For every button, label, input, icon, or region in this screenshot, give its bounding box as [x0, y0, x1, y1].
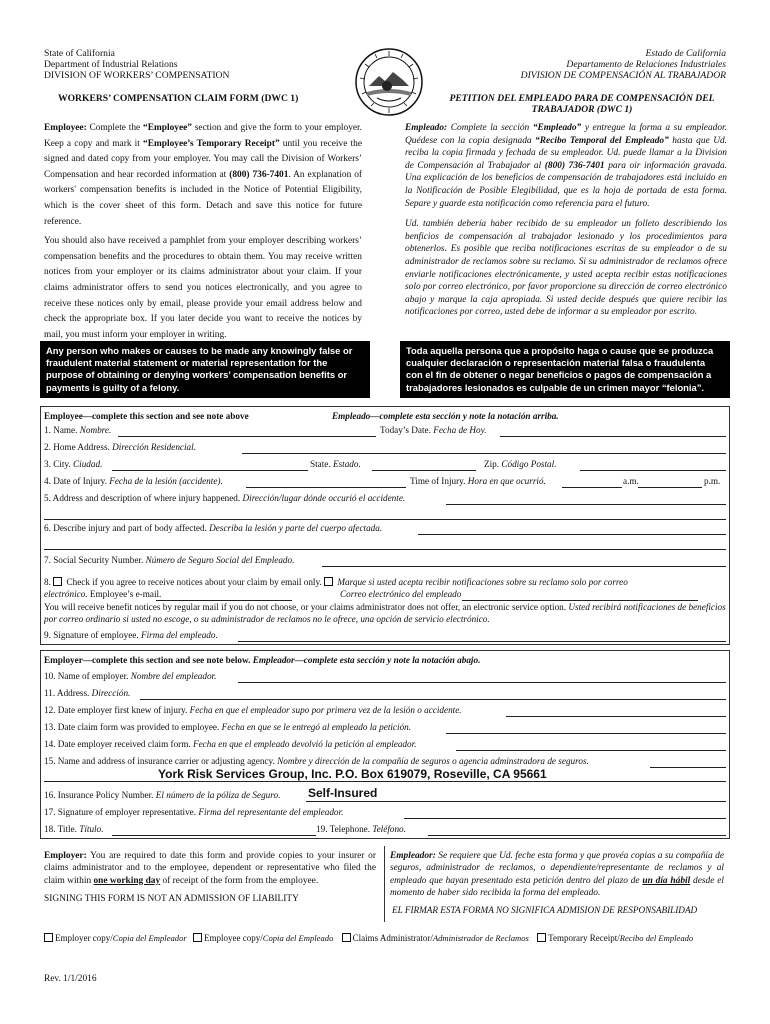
copy-distribution — [44, 933, 693, 943]
policy-number-value[interactable]: Self-Insured — [308, 786, 378, 800]
field-9-labels: 9. Signature of employee. Firma del empleado. — [44, 630, 218, 640]
injury-description-input[interactable] — [418, 534, 726, 535]
employee-email-input[interactable] — [156, 600, 292, 601]
telephone-input[interactable] — [428, 835, 726, 836]
employer-section-header: Employer—complete this section and see note below. Empleador—complete esta sección y note la notación abajo. — [44, 655, 481, 665]
field-6-labels: 6. Describe injury and part of body affected. Describa la lesión y parte del cuerpo afectada. — [44, 523, 383, 533]
warning-es: Toda aquella persona que a propósito haga o cause que se produzca cualquier declaración o representación material falsa o fraudulenta con el fin de obtener o negar beneficios o pagos de compensación a trabajadores lesionados es culpable de un crimen mayor “felonia”. — [400, 341, 730, 398]
field-18-19-labels: 18. Title. Título. 19. Telephone. Teléfono. — [44, 824, 406, 834]
field-11-labels: 11. Address. Dirección. — [44, 688, 131, 698]
header-state-es: Estado de California — [645, 48, 726, 59]
field-8-note: You will receive benefit notices by regular mail if you do not choose, or your claims administrator does not offer, an electronic service option. Usted recibirá notificaciones de beneficios por correo ordinario si usted no escoge, o su administrador de reclamos no le ofrece, una opción de servicio electrónico. — [44, 602, 726, 624]
employer-address-input[interactable] — [140, 699, 726, 700]
injury-location-input-2[interactable] — [44, 519, 726, 520]
time-am-input[interactable] — [562, 487, 622, 488]
time-pm-input[interactable] — [638, 487, 702, 488]
field-14-labels: 14. Date employer received claim form. Fecha en que el empleado devolvió la petición al empleador. — [44, 739, 417, 749]
employer-note-es: Empleador: Se requiere que Ud. feche esta forma y que provéa copias a su compañía de seguros, administrador de reclamos, o dependiente/representante de reclamos y al empleado que hayan presentado esta petición dentro del plazo de un día hábil desde el momento de haber sido recibida la forma del empleado. — [390, 851, 724, 899]
injury-description-input-2[interactable] — [44, 549, 726, 550]
header-department: Department of Industrial Relations — [44, 59, 178, 70]
copy-employer-checkbox[interactable] — [44, 933, 53, 942]
field-5-labels: 5. Address and description of where injury happened. Dirección/lugar dónde occurió el accidente. — [44, 493, 406, 503]
employee-email-input-es[interactable] — [462, 600, 698, 601]
intro-en: Employee: Complete the “Employee” section and give the form to your employer. Keep a copy and mark it “Employee’s Temporary Receipt” until you receive the signed and dated copy from your employer. You may call the Division of Workers’ Compensation and hear recorded information at (800) 736-7401. An explanation of workers' compensation benefits is included in the Notice of Potential Eligibility, which is the cover sheet of this form. Detach and save this notice for future reference. You should also have received a pamphlet from your employer describing workers’ compensation benefits and the procedures to obtain them. You may receive written notices from your employer or its claims administrator about your claim. If your claims administrator offers to send you notices electronically, and you agree to receive these notices only by email, please provide your email address below and check the appropriate box. If you later decide you want to receive the notices by mail, you must inform your employer in writing. — [44, 123, 362, 340]
date-knew-injury-input[interactable] — [506, 716, 726, 717]
copy-claims-admin: Claims Administrator/Administrador de Reclamos — [342, 933, 529, 943]
email-only-checkbox-es[interactable] — [324, 577, 333, 586]
field-3-labels: 3. City. Ciudad. State. Estado. Zip. Código Postal. — [44, 459, 557, 469]
header-state: State of California — [44, 48, 115, 59]
employer-signature-input[interactable] — [404, 818, 726, 819]
copy-temporary-receipt: Temporary Receipt/Recibo del Empleado — [537, 933, 693, 943]
employee-signature-input[interactable] — [238, 641, 726, 642]
field-12-labels: 12. Date employer first knew of injury. Fecha en que el empleador supo por primera vez de la lesión o accidente. — [44, 705, 462, 715]
insurance-carrier-value[interactable]: York Risk Services Group, Inc. P.O. Box 619079, Roseville, CA 95661 — [158, 767, 547, 781]
ssn-input[interactable] — [322, 566, 726, 567]
policy-number-input[interactable] — [306, 801, 726, 802]
copy-employer: Employer copy/Copia del Empleador — [44, 933, 187, 943]
field-4-labels: 4. Date of Injury. Fecha de la lesión (accidente). Time of Injury. Hora en que ocurrió. a.m. p.m. — [44, 476, 721, 486]
zip-input[interactable] — [580, 470, 726, 471]
header-right — [521, 48, 726, 81]
employee-section-header: Employee—complete this section and see note above Empleado—complete esta sección y note la notación arriba. — [44, 411, 559, 421]
field-17-labels: 17. Signature of employer representative. Firma del representante del empleador. — [44, 807, 344, 817]
title-input[interactable] — [112, 835, 316, 836]
header-division: DIVISION OF WORKERS’ COMPENSATION — [44, 70, 230, 81]
field-13-labels: 13. Date claim form was provided to employee. Fecha en que se le entregó al empleado la petición. — [44, 722, 412, 732]
field-7-labels: 7. Social Security Number. Número de Seguro Social del Empleado. — [44, 555, 295, 565]
header-division-es: DIVISION DE COMPENSACIÓN AL TRABAJADOR — [520, 70, 726, 81]
insurance-carrier-input-2[interactable] — [44, 781, 726, 782]
email-only-checkbox[interactable] — [53, 577, 62, 586]
employer-name-input[interactable] — [238, 682, 726, 683]
injury-location-input[interactable] — [446, 504, 726, 505]
date-of-injury-input[interactable] — [246, 487, 406, 488]
field-10-labels: 10. Name of employer. Nombre del empleador. — [44, 671, 217, 681]
header-department-es: Departamento de Relaciones Industriales — [566, 59, 726, 70]
liability-note-en: SIGNING THIS FORM IS NOT AN ADMISSION OF LIABILITY — [44, 894, 299, 904]
form-title-en: WORKERS’ COMPENSATION CLAIM FORM (DWC 1) — [58, 93, 299, 104]
field-15-labels: 15. Name and address of insurance carrier or adjusting agency. Nombre y dirección de la compañía de seguros o agencia adminstradora de seguros. — [44, 756, 589, 766]
date-form-provided-input[interactable] — [446, 733, 726, 734]
todays-date-input[interactable] — [500, 436, 726, 437]
field-16-labels: 16. Insurance Policy Number. El número de la póliza de Seguro. — [44, 790, 281, 800]
city-input[interactable] — [112, 470, 308, 471]
form-title-es: PETITION DEL EMPLEADO PARA DE COMPENSACIÓN DEL TRABAJADOR (DWC 1) — [449, 93, 715, 115]
copy-temporary-receipt-checkbox[interactable] — [537, 933, 546, 942]
field-8-labels: 8. Check if you agree to receive notices about your claim by email only. Marque si usted acepta recibir notificaciones sobre su reclamo solo por correo — [44, 577, 628, 587]
california-seal-icon — [355, 46, 423, 118]
copy-employee-checkbox[interactable] — [193, 933, 202, 942]
employee-name-input[interactable] — [118, 436, 376, 437]
liability-note-es: EL FIRMAR ESTA FORMA NO SIGNIFICA ADMISION DE RESPONSABILIDAD — [392, 905, 698, 915]
employer-note-divider — [384, 846, 385, 922]
field-2-labels: 2. Home Address. Dirección Residencial. — [44, 442, 196, 452]
insurance-carrier-input[interactable] — [650, 767, 726, 768]
copy-claims-admin-checkbox[interactable] — [342, 933, 351, 942]
copy-employee: Employee copy/Copia del Empleado — [193, 933, 333, 943]
warning-en: Any person who makes or causes to be made any knowingly false or fraudulent material statement or material representation for the purpose of obtaining or denying workers’ compensation benefits or payments is guilty of a felony. — [40, 341, 370, 398]
revision-date: Rev. 1/1/2016 — [44, 974, 97, 984]
header-left — [44, 48, 229, 81]
field-1-labels: 1. Name. Nombre. Today’s Date. Fecha de Hoy. — [44, 425, 487, 435]
home-address-input[interactable] — [242, 453, 726, 454]
employer-note-en: Employer: You are required to date this form and provide copies to your insurer or claims administrator and to the employee, dependent or representative who filed the claim within one working day of receipt of the form from the employee. — [44, 851, 376, 886]
state-input[interactable] — [372, 470, 476, 471]
intro-es: Empleado: Complete la sección “Empleado” y entregue la forma a su empleador. Quédese con la copia designada “Recibo Temporal del Empleado” hasta que Ud. reciba la copia firmada y fechada de su empleador. Ud. puede llamar a la Division de Compensación al Trabajador al (800) 736-7401 para oir información gravada. Una explicación de los beneficios de compensación de trabajadores está incluido en la Notificación de Posible Elegibilidad, que es la hoja de portada de esta forma. Separe y guarde esta notificación como referencia para el futuro. Ud. también debería haber recibido de su empleador un folleto describiendo los benficios de compensación al trabajador lesionado y los procedimientos para obtenerlos. Es posible que reciba notificaciones escritas de su empleador o de su administrador de reclamos sobre su reclamo. Si su administrador de reclamos ofrece enviarle notificaciones electrónicamente, y usted acepta recibir estas notificaciones solo por correo electrónico, por favor proporcione su dirección de correo electrónico abajo y marque la caja apropiada. Si usted decide después que quiere recibir las notificaciones por correo, usted debe de informar a su empleador por escrito. — [405, 123, 727, 318]
field-8-email: electrónico. Employee’s e-mail. Correo electrónico del empleado — [44, 589, 462, 599]
date-form-received-input[interactable] — [456, 750, 726, 751]
